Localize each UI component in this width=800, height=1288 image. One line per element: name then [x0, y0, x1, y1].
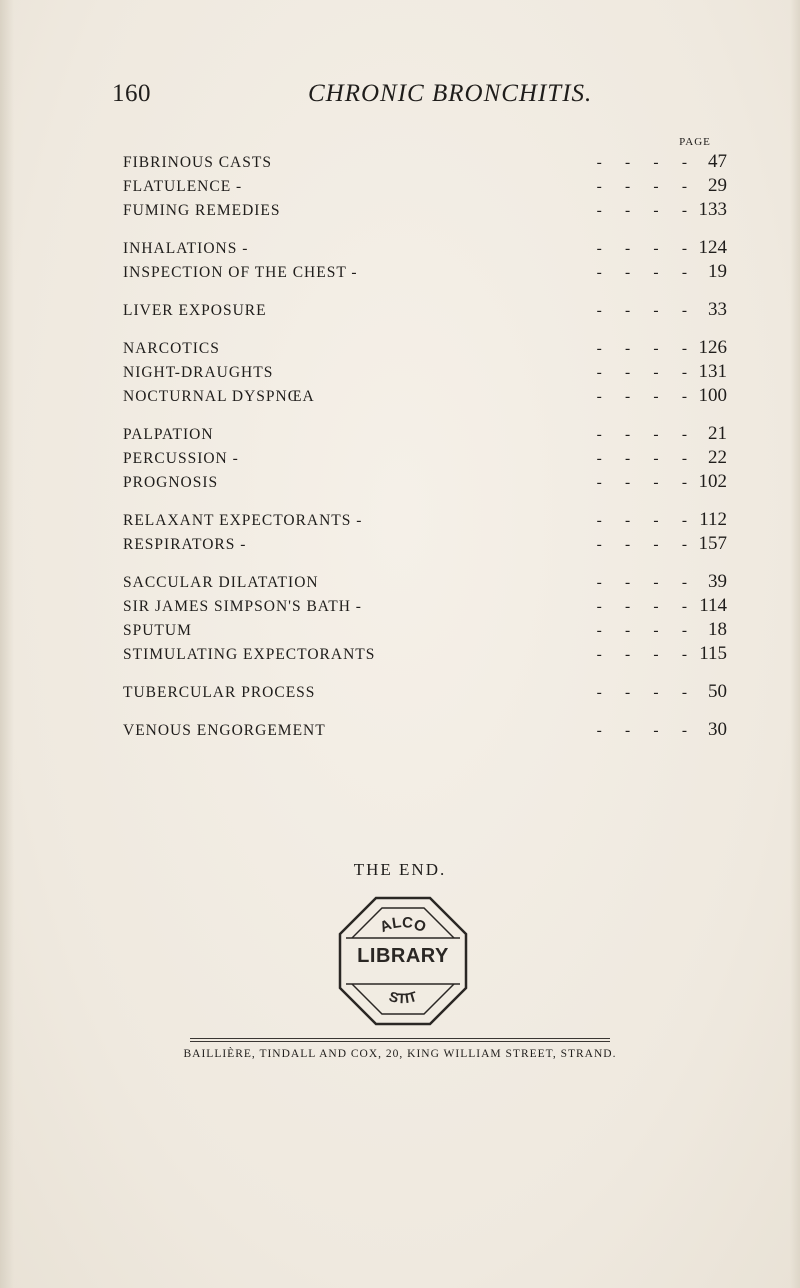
index-entry	[123, 619, 727, 646]
svg-text:STIT	[387, 988, 419, 1007]
index-entry	[123, 719, 727, 746]
index-term: INSPECTION OF THE CHEST -	[123, 264, 358, 281]
index-term: NARCOTICS	[123, 340, 220, 357]
index-page-number: 100	[698, 385, 727, 406]
stamp-ring-top: ALCO	[377, 913, 429, 937]
index-page-number: 133	[698, 199, 727, 220]
stamp-label: LIBRARY	[357, 945, 449, 967]
index-entry	[123, 447, 727, 474]
index-entry	[123, 337, 727, 364]
index-entry	[123, 261, 727, 288]
index-term: RESPIRATORS -	[123, 536, 247, 553]
index-page-number: 114	[699, 595, 727, 616]
index-page-number: 115	[699, 643, 727, 664]
index-page-number: 39	[708, 571, 727, 592]
index-term: STIMULATING EXPECTORANTS	[123, 646, 376, 663]
index-page-number: 29	[708, 175, 727, 196]
index-page-number: 50	[708, 681, 727, 702]
index-entry	[123, 643, 727, 670]
index-term: RELAXANT EXPECTORANTS -	[123, 512, 363, 529]
index-term: SPUTUM	[123, 622, 192, 639]
index-term: VENOUS ENGORGEMENT	[123, 722, 326, 739]
index-entry	[123, 175, 727, 202]
index-entry	[123, 423, 727, 450]
index-entry	[123, 237, 727, 264]
index-page-number: 112	[699, 509, 727, 530]
running-title: CHRONIC BRONCHITIS.	[308, 80, 593, 107]
index-entry	[123, 533, 727, 560]
index-term: PROGNOSIS	[123, 474, 219, 491]
index-page-number: 21	[708, 423, 727, 444]
index-term: LIVER EXPOSURE	[123, 302, 267, 319]
index-term: SACCULAR DILATATION	[123, 574, 319, 591]
index-page-number: 33	[708, 299, 727, 320]
index-term: PERCUSSION -	[123, 450, 239, 467]
index-entry	[123, 299, 727, 326]
index-term: NOCTURNAL DYSPNŒA	[123, 388, 315, 405]
index-term: NIGHT-DRAUGHTS	[123, 364, 274, 381]
index-page-number: 126	[698, 337, 727, 358]
page-gutter-shadow	[0, 0, 14, 1288]
index-entry	[123, 509, 727, 536]
index-entry	[123, 595, 727, 622]
index-page-number: 18	[708, 619, 727, 640]
index-term: FUMING REMEDIES	[123, 202, 281, 219]
imprint-rule-bottom	[190, 1041, 610, 1042]
index-term: TUBERCULAR PROCESS	[123, 684, 316, 701]
stamp-ring-bottom: STIT	[387, 987, 419, 1007]
index-entry	[123, 571, 727, 598]
index-term: INHALATIONS -	[123, 240, 249, 257]
index-entry	[123, 385, 727, 412]
page-edge-shadow	[790, 0, 800, 1288]
imprint-rule-top	[190, 1038, 610, 1039]
index-term: FLATULENCE -	[123, 178, 243, 195]
index-entry	[123, 151, 727, 178]
index-page-number: 124	[698, 237, 727, 258]
svg-text:ALCO	[378, 914, 429, 936]
page-number: 160	[112, 80, 151, 107]
publisher-imprint: BAILLIÈRE, TINDALL AND COX, 20, KING WILLIAM STREET, STRAND.	[183, 1048, 617, 1060]
index-page-number: 131	[698, 361, 727, 382]
index-page-number: 19	[708, 261, 727, 282]
library-stamp	[336, 894, 470, 1028]
index-entry	[123, 361, 727, 388]
index-page-number: 22	[708, 447, 727, 468]
index-page-number: 30	[708, 719, 727, 740]
index-entry	[123, 471, 727, 498]
index-page-number: 102	[698, 471, 727, 492]
the-end-text: THE END.	[353, 860, 447, 879]
leader-dashes	[123, 622, 687, 640]
index-term: FIBRINOUS CASTS	[123, 154, 272, 171]
index-page-number: 157	[698, 533, 727, 554]
index-entry	[123, 681, 727, 708]
index-term: SIR JAMES SIMPSON'S BATH -	[123, 598, 362, 615]
index-term: PALPATION	[123, 426, 214, 443]
page-column-heading: PAGE	[679, 136, 711, 148]
page-header	[112, 80, 712, 124]
index-page-number: 47	[708, 151, 727, 172]
index-entry	[123, 199, 727, 226]
